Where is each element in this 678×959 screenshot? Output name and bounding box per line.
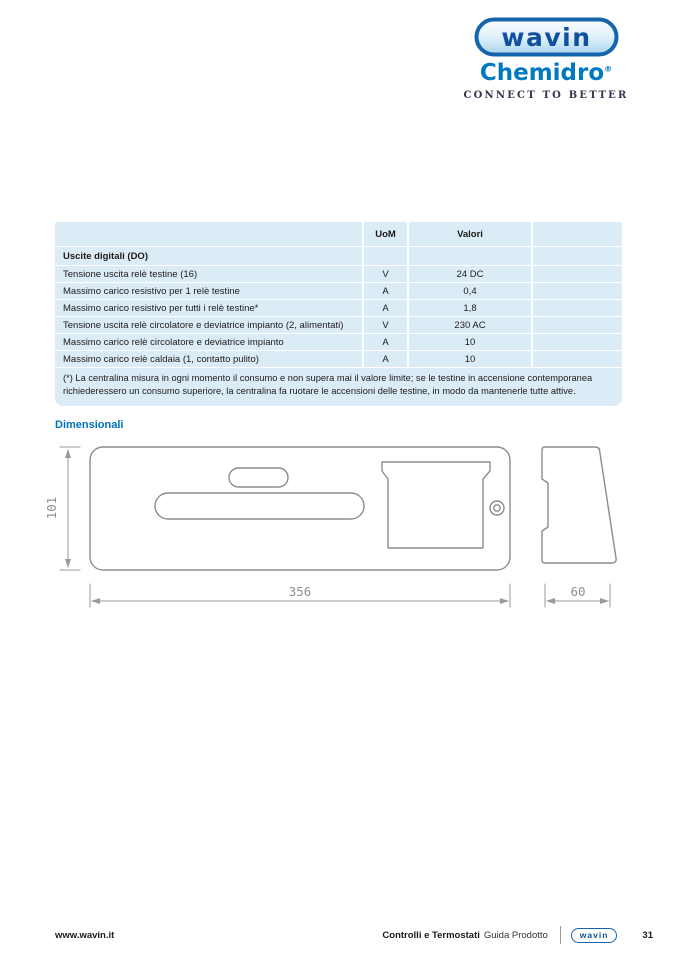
screw-detail-inner: [494, 505, 500, 511]
side-view: [542, 447, 616, 563]
brand-tagline: CONNECT TO BETTER: [463, 90, 629, 101]
small-slot: [229, 468, 288, 487]
brand-block: [446, 17, 646, 101]
table-row: Tensione uscita relè circolatore e deviatrice impianto (2, alimentati) V 230 AC: [55, 316, 622, 333]
large-slot: [155, 493, 364, 519]
spec-table: [55, 222, 622, 406]
arrow-left: [91, 598, 100, 604]
website-link[interactable]: www.wavin.it: [55, 929, 115, 941]
screw-detail-outer: [490, 501, 504, 515]
arrow-right: [500, 598, 509, 604]
page-number: 31: [642, 929, 653, 941]
doc-title: Controlli e Termostati: [382, 929, 480, 941]
table-row: Massimo carico resistivo per 1 relè testine A 0,4: [55, 282, 622, 299]
table-row: Massimo carico relè caldaia (1, contatto pulito) A 10: [55, 350, 622, 367]
arrow-right: [600, 598, 609, 604]
header-uom: UoM: [362, 222, 409, 246]
dimensional-drawing: [0, 430, 678, 625]
arrow-down: [65, 559, 71, 568]
wavin-logo-text: wavin: [500, 23, 592, 52]
dim-width-front: [90, 584, 510, 607]
display-window: [382, 462, 490, 548]
front-view-outline: [90, 447, 510, 570]
registered-mark: ®: [604, 64, 613, 74]
section-title: Uscite digitali (DO): [63, 250, 148, 262]
table-section-row: [55, 246, 622, 265]
page-footer: [55, 926, 653, 944]
wavin-footer-logo: wavin: [571, 928, 618, 943]
arrow-left: [546, 598, 555, 604]
dim-width-side: [545, 584, 610, 607]
dim-label-101: 101: [44, 496, 59, 520]
side-view-outline: [542, 447, 616, 563]
wavin-logo: [474, 17, 619, 57]
dimensions-title: Dimensionali: [55, 419, 124, 431]
chemidro-logo: Chemidro®: [479, 60, 613, 86]
table-row: Massimo carico resistivo per tutti i relè testine* A 1,8: [55, 299, 622, 316]
doc-subtitle: Guida Prodotto: [483, 929, 548, 941]
header-values: Valori: [409, 222, 533, 246]
table-footnote: (*) La centralina misura in ogni momento il consumo e non supera mai il valore limite; se le testine in accensione contemporanea richiederessero un consumo superiore, la centralina fa ruotare le accensioni delle testine, in modo da mantenerle tutte attive.: [55, 367, 622, 406]
dim-label-60: 60: [570, 584, 586, 599]
front-view: [90, 447, 510, 570]
arrow-up: [65, 449, 71, 458]
dim-label-356: 356: [288, 584, 312, 599]
dim-height: [44, 447, 80, 570]
table-header-row: [55, 222, 622, 246]
table-row: Massimo carico relè circolatore e deviatrice impianto A 10: [55, 333, 622, 350]
footer-divider: [560, 926, 561, 944]
table-row: Tensione uscita relè testine (16) V 24 DC: [55, 265, 622, 282]
